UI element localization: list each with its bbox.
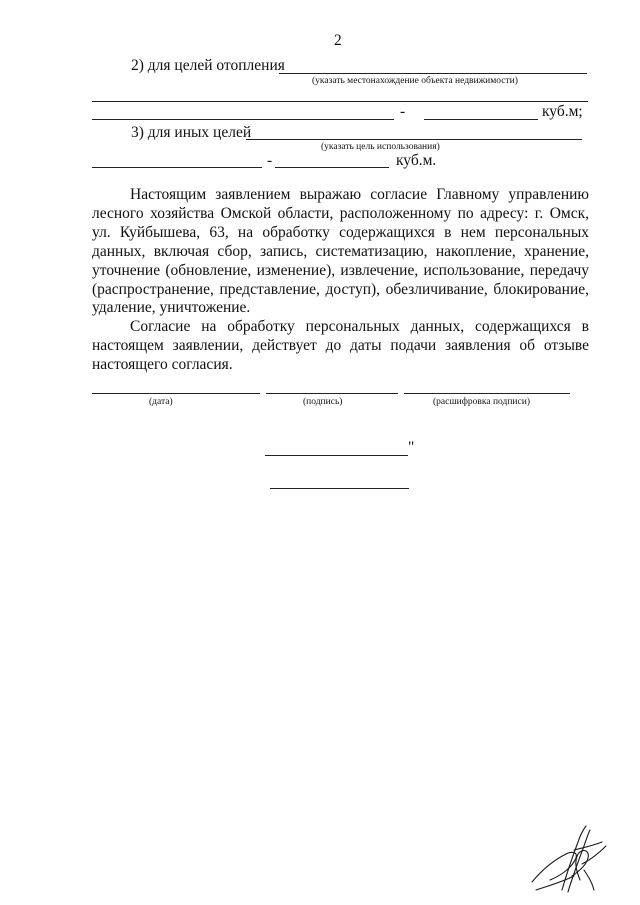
handwritten-signature [522,820,612,900]
other-hint: (указать цель использования) [321,142,440,152]
decoding-caption: (расшифровка подписи) [433,397,530,407]
lower-line-1[interactable] [265,455,408,456]
signature-line[interactable] [266,393,398,394]
other-unit: куб.м. [396,152,437,169]
heating-location-line-1[interactable] [279,73,587,74]
heating-dash: - [400,103,406,120]
page-number: 2 [334,32,342,49]
heating-from-line[interactable] [92,119,394,120]
date-caption: (дата) [149,397,173,407]
heating-hint: (указать местонахождение объекта недвижимости) [312,76,518,86]
consent-text [92,186,589,375]
other-purpose-line[interactable] [246,139,582,140]
lower-line-2[interactable] [270,488,409,489]
decoding-line[interactable] [404,393,570,394]
date-line[interactable] [92,393,260,394]
quote-mark: " [408,439,415,456]
other-dash: - [267,152,273,169]
signature-caption: (подпись) [303,397,343,407]
heating-label: 2) для целей отопления [131,57,285,74]
consent-paragraph-2: Согласие на обработку персональных данных, содержащихся в настоящем заявлении, действует до даты подачи заявления об отзыве настоящего согласия. [92,318,589,374]
other-from-line[interactable] [92,167,262,168]
other-to-line[interactable] [275,167,389,168]
consent-paragraph-1: Настоящим заявлением выражаю согласие Главному управлению лесного хозяйства Омской области, расположенному по адресу: г. Омск, ул. Куйбышева, 63, на обработку содержащихся в нем персональных данных, включая сбор, запись, систематизацию, накопление, хранение, уточнение (обновление, изменение), извлечение, использование, передачу (распространение, представление, доступ), обезличивание, блокирование, удаление, уничтожение. [92,186,589,317]
other-label: 3) для иных целей [131,124,252,141]
heating-unit: куб.м; [542,103,583,120]
heating-location-line-2[interactable] [92,101,588,102]
heating-to-line[interactable] [424,119,538,120]
